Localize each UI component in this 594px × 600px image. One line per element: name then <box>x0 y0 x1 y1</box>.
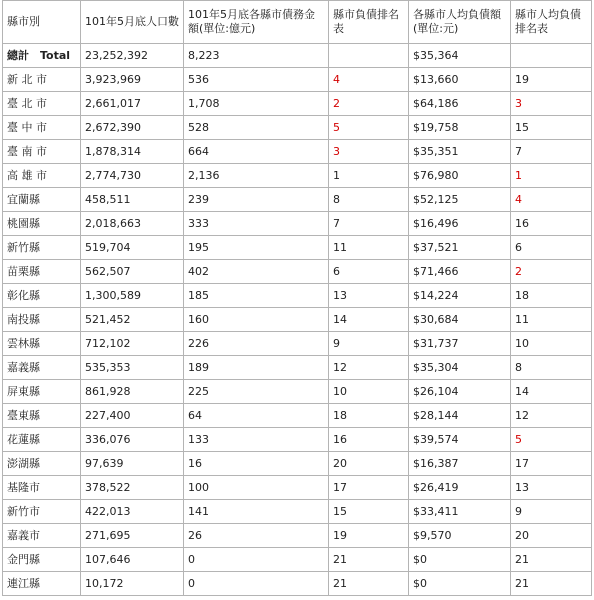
cell-debt-rank <box>329 44 409 68</box>
cell-debt-rank: 21 <box>329 572 409 596</box>
cell-debt-amount: 402 <box>184 260 329 284</box>
cell-debt-amount: 2,136 <box>184 164 329 188</box>
cell-county: 總計 Total <box>3 44 81 68</box>
cell-debt-amount: 664 <box>184 140 329 164</box>
table-row <box>3 356 592 380</box>
cell-population: 271,695 <box>81 524 184 548</box>
cell-population: 521,452 <box>81 308 184 332</box>
cell-per-capita-rank: 21 <box>511 548 592 572</box>
cell-county: 嘉義市 <box>3 524 81 548</box>
cell-debt-amount: 195 <box>184 236 329 260</box>
cell-per-capita-rank <box>511 44 592 68</box>
cell-population: 562,507 <box>81 260 184 284</box>
cell-population: 712,102 <box>81 332 184 356</box>
cell-per-capita-debt: $35,351 <box>409 140 511 164</box>
cell-debt-rank: 17 <box>329 476 409 500</box>
cell-per-capita-debt: $28,144 <box>409 404 511 428</box>
cell-per-capita-rank: 11 <box>511 308 592 332</box>
header-per-capita-debt: 各縣市人均負債額(單位:元) <box>409 1 511 44</box>
cell-debt-rank: 9 <box>329 332 409 356</box>
table-row <box>3 212 592 236</box>
cell-population: 2,661,017 <box>81 92 184 116</box>
cell-population: 422,013 <box>81 500 184 524</box>
cell-debt-amount: 26 <box>184 524 329 548</box>
cell-population: 97,639 <box>81 452 184 476</box>
cell-per-capita-debt: $37,521 <box>409 236 511 260</box>
cell-population: 861,928 <box>81 380 184 404</box>
cell-debt-amount: 100 <box>184 476 329 500</box>
cell-per-capita-debt: $26,104 <box>409 380 511 404</box>
cell-per-capita-rank: 12 <box>511 404 592 428</box>
table-body <box>3 44 592 596</box>
cell-population: 519,704 <box>81 236 184 260</box>
cell-population: 535,353 <box>81 356 184 380</box>
cell-county: 臺 北 市 <box>3 92 81 116</box>
cell-county: 臺 南 市 <box>3 140 81 164</box>
cell-population: 1,878,314 <box>81 140 184 164</box>
cell-debt-amount: 239 <box>184 188 329 212</box>
table-row <box>3 308 592 332</box>
cell-per-capita-rank: 1 <box>511 164 592 188</box>
cell-debt-amount: 225 <box>184 380 329 404</box>
cell-per-capita-debt: $35,304 <box>409 356 511 380</box>
table-row <box>3 260 592 284</box>
table-row <box>3 164 592 188</box>
cell-county: 澎湖縣 <box>3 452 81 476</box>
cell-debt-rank: 20 <box>329 452 409 476</box>
cell-county: 南投縣 <box>3 308 81 332</box>
cell-debt-rank: 5 <box>329 116 409 140</box>
cell-population: 2,672,390 <box>81 116 184 140</box>
cell-per-capita-rank: 17 <box>511 452 592 476</box>
cell-debt-amount: 333 <box>184 212 329 236</box>
cell-population: 10,172 <box>81 572 184 596</box>
cell-population: 2,774,730 <box>81 164 184 188</box>
cell-debt-amount: 189 <box>184 356 329 380</box>
table-row <box>3 452 592 476</box>
cell-county: 新 北 市 <box>3 68 81 92</box>
cell-per-capita-rank: 20 <box>511 524 592 548</box>
cell-debt-amount: 133 <box>184 428 329 452</box>
cell-debt-amount: 0 <box>184 572 329 596</box>
cell-per-capita-rank: 21 <box>511 572 592 596</box>
cell-county: 雲林縣 <box>3 332 81 356</box>
header-debt-rank: 縣市負債排名表 <box>329 1 409 44</box>
cell-per-capita-rank: 7 <box>511 140 592 164</box>
cell-population: 1,300,589 <box>81 284 184 308</box>
cell-per-capita-debt: $13,660 <box>409 68 511 92</box>
cell-debt-rank: 7 <box>329 212 409 236</box>
cell-per-capita-debt: $76,980 <box>409 164 511 188</box>
cell-county: 苗栗縣 <box>3 260 81 284</box>
table-row <box>3 404 592 428</box>
cell-population: 23,252,392 <box>81 44 184 68</box>
table-row <box>3 116 592 140</box>
table-row <box>3 188 592 212</box>
table-row <box>3 548 592 572</box>
cell-debt-amount: 160 <box>184 308 329 332</box>
cell-per-capita-debt: $9,570 <box>409 524 511 548</box>
header-per-capita-rank: 縣市人均負債排名表 <box>511 1 592 44</box>
cell-debt-amount: 528 <box>184 116 329 140</box>
table-row <box>3 92 592 116</box>
cell-population: 378,522 <box>81 476 184 500</box>
cell-per-capita-rank: 14 <box>511 380 592 404</box>
cell-debt-rank: 10 <box>329 380 409 404</box>
cell-county: 桃園縣 <box>3 212 81 236</box>
cell-per-capita-debt: $71,466 <box>409 260 511 284</box>
cell-per-capita-rank: 9 <box>511 500 592 524</box>
cell-per-capita-rank: 18 <box>511 284 592 308</box>
cell-per-capita-debt: $16,387 <box>409 452 511 476</box>
cell-per-capita-rank: 13 <box>511 476 592 500</box>
cell-debt-rank: 15 <box>329 500 409 524</box>
cell-county: 花蓮縣 <box>3 428 81 452</box>
cell-debt-amount: 1,708 <box>184 92 329 116</box>
header-county: 縣市別 <box>3 1 81 44</box>
cell-county: 屏東縣 <box>3 380 81 404</box>
cell-debt-amount: 16 <box>184 452 329 476</box>
cell-per-capita-debt: $33,411 <box>409 500 511 524</box>
table-row <box>3 428 592 452</box>
cell-debt-amount: 8,223 <box>184 44 329 68</box>
cell-per-capita-debt: $39,574 <box>409 428 511 452</box>
cell-per-capita-debt: $0 <box>409 548 511 572</box>
county-debt-table <box>2 0 592 596</box>
cell-population: 2,018,663 <box>81 212 184 236</box>
cell-per-capita-rank: 15 <box>511 116 592 140</box>
cell-debt-amount: 64 <box>184 404 329 428</box>
cell-county: 金門縣 <box>3 548 81 572</box>
cell-per-capita-debt: $64,186 <box>409 92 511 116</box>
cell-county: 基隆市 <box>3 476 81 500</box>
cell-debt-amount: 226 <box>184 332 329 356</box>
cell-debt-amount: 141 <box>184 500 329 524</box>
cell-debt-rank: 2 <box>329 92 409 116</box>
table-row <box>3 44 592 68</box>
table-row <box>3 380 592 404</box>
cell-debt-amount: 536 <box>184 68 329 92</box>
cell-debt-rank: 16 <box>329 428 409 452</box>
cell-population: 458,511 <box>81 188 184 212</box>
cell-debt-rank: 1 <box>329 164 409 188</box>
cell-debt-amount: 185 <box>184 284 329 308</box>
cell-per-capita-rank: 5 <box>511 428 592 452</box>
cell-county: 高 雄 市 <box>3 164 81 188</box>
cell-per-capita-rank: 8 <box>511 356 592 380</box>
table-row <box>3 524 592 548</box>
cell-population: 336,076 <box>81 428 184 452</box>
header-debt-amount: 101年5月底各縣市債務金額(單位:億元) <box>184 1 329 44</box>
cell-county: 臺 中 市 <box>3 116 81 140</box>
cell-debt-rank: 8 <box>329 188 409 212</box>
cell-debt-rank: 11 <box>329 236 409 260</box>
cell-per-capita-debt: $31,737 <box>409 332 511 356</box>
cell-per-capita-debt: $16,496 <box>409 212 511 236</box>
cell-population: 107,646 <box>81 548 184 572</box>
table-row <box>3 572 592 596</box>
header-population: 101年5月底人口數 <box>81 1 184 44</box>
cell-county: 臺東縣 <box>3 404 81 428</box>
cell-per-capita-debt: $52,125 <box>409 188 511 212</box>
cell-debt-rank: 21 <box>329 548 409 572</box>
table-row <box>3 500 592 524</box>
cell-per-capita-rank: 2 <box>511 260 592 284</box>
cell-debt-rank: 4 <box>329 68 409 92</box>
cell-debt-rank: 13 <box>329 284 409 308</box>
cell-per-capita-rank: 3 <box>511 92 592 116</box>
cell-per-capita-rank: 4 <box>511 188 592 212</box>
cell-county: 新竹市 <box>3 500 81 524</box>
cell-debt-rank: 19 <box>329 524 409 548</box>
cell-per-capita-debt: $30,684 <box>409 308 511 332</box>
cell-debt-amount: 0 <box>184 548 329 572</box>
cell-county: 彰化縣 <box>3 284 81 308</box>
cell-population: 227,400 <box>81 404 184 428</box>
table-row <box>3 284 592 308</box>
cell-county: 新竹縣 <box>3 236 81 260</box>
cell-population: 3,923,969 <box>81 68 184 92</box>
cell-debt-rank: 18 <box>329 404 409 428</box>
cell-per-capita-debt: $14,224 <box>409 284 511 308</box>
table-row <box>3 68 592 92</box>
cell-per-capita-debt: $26,419 <box>409 476 511 500</box>
cell-debt-rank: 12 <box>329 356 409 380</box>
cell-per-capita-rank: 10 <box>511 332 592 356</box>
table-row <box>3 236 592 260</box>
table-row <box>3 476 592 500</box>
cell-debt-rank: 6 <box>329 260 409 284</box>
cell-debt-rank: 14 <box>329 308 409 332</box>
header-row <box>3 1 592 44</box>
cell-per-capita-rank: 6 <box>511 236 592 260</box>
cell-county: 宜蘭縣 <box>3 188 81 212</box>
cell-county: 連江縣 <box>3 572 81 596</box>
cell-per-capita-debt: $35,364 <box>409 44 511 68</box>
table-row <box>3 140 592 164</box>
cell-per-capita-rank: 16 <box>511 212 592 236</box>
cell-county: 嘉義縣 <box>3 356 81 380</box>
cell-per-capita-debt: $19,758 <box>409 116 511 140</box>
cell-per-capita-rank: 19 <box>511 68 592 92</box>
cell-per-capita-debt: $0 <box>409 572 511 596</box>
table-row <box>3 332 592 356</box>
cell-debt-rank: 3 <box>329 140 409 164</box>
